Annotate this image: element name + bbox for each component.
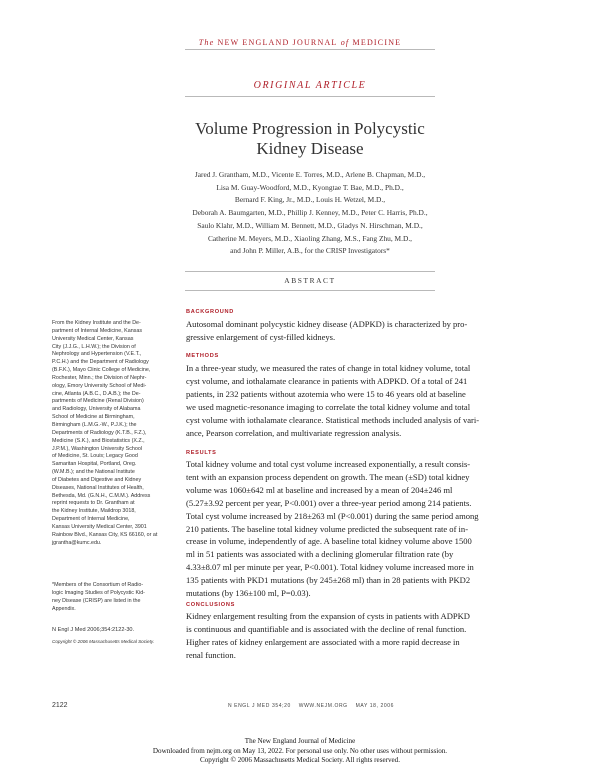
- running-footer: N ENGL J MED 354;20 WWW.NEJM.ORG MAY 18, 2006: [227, 703, 395, 709]
- results-heading: RESULTS: [186, 450, 217, 456]
- section-label: ORIGINAL ARTICLE: [253, 80, 367, 91]
- results-text: Total kidney volume and total cyst volume increased exponentially, a result consis- tent with an expansion process dependent on growth. The mean (±SD) total kidney volume was 1060±642 ml at baseline and increased by a mean of 204±246 ml (5.27±3.92 percent per year, P<0.001) over a three-year period among 214 patients. Total cyst volume increased by 218±263 ml (P<0.001) during the same period among 210 patients. The baseline total kidney volume predicted the subsequent rate of in- crease in volume, independently of age. A baseline total kidney volume above 1500 ml in 51 patients was associated with a declining glomerular filtration rate (by 4.33±8.07 ml per minute per year, P<0.001). Total kidney volume increased more in 135 patients with PKD1 mutations (by 245±268 ml) than in 28 patients with PKD2 mutations (by 136±100 ml, P=0.03).: [186, 459, 479, 599]
- author-line: and John P. Miller, A.B., for the CRISP Investigators*: [230, 246, 390, 256]
- abstract-label: ABSTRACT: [284, 276, 336, 285]
- download-line: Copyright © 2006 Massachusetts Medical Society. All rights reserved.: [200, 756, 400, 765]
- conclusions-text: Kidney enlargement resulting from the expansion of cysts in patients with ADPKD is continuous and quantifiable and is associated with the decline of renal function. Higher rates of kidney enlargement are associated with a more rapid decrease in renal function.: [186, 611, 470, 660]
- journal-name: NEW ENGLAND JOURNAL: [217, 38, 338, 47]
- author-line: Deborah A. Baumgarten, M.D., Phillip J. Kenney, M.D., Peter C. Harris, Ph.D.,: [192, 208, 428, 218]
- abstract-rule-bottom: [185, 290, 435, 291]
- journal-medicine: MEDICINE: [352, 38, 402, 47]
- conclusions-heading: CONCLUSIONS: [186, 602, 236, 608]
- consortium-footnote: *Members of the Consortium of Radio- logic Imaging Studies of Polycystic Kid- ney Disease (CRISP) are listed in the Appendix.: [52, 582, 145, 612]
- journal-prefix: The: [198, 38, 215, 47]
- author-line: Jared J. Grantham, M.D., Vicente E. Torres, M.D., Arlene B. Chapman, M.D.,: [194, 170, 426, 179]
- journal-of: of: [340, 38, 350, 47]
- methods-heading: METHODS: [186, 353, 219, 359]
- page-number: 2122: [52, 702, 68, 709]
- download-notice: [0, 737, 600, 766]
- download-line: The New England Journal of Medicine: [244, 737, 356, 745]
- author-line: Bernard F. King, Jr., M.D., Louis H. Wetzel, M.D.,: [234, 195, 386, 205]
- background-heading: BACKGROUND: [186, 309, 235, 315]
- abstract-rule-top: [185, 271, 435, 272]
- author-list: [170, 169, 450, 258]
- affiliations-note: From the Kidney Institute and the De- partment of Internal Medicine, Kansas University Medical Center, Kansas City (J.J.G., L.H.W.); the Division of Nephrology and Hypertension (V.E.T., P.C.H.) and the Department of Radiology (B.F.K.), Mayo Clinic College of Medicine, Rochester, Minn.; the Division of Nephr- ology, Emory University School of Medi- cine, Atlanta (A.B.C., D.A.B.); the De- partments of Medicine (Renal Division) and Radiology, University of Alabama School of Medicine at Birmingham, Birmingham (L.M.G.-W., P.J.K.); the Departments of Radiology (K.T.B., F.Z.), Medicine (S.K.), and Biostatistics (X.Z., J.P.M.), Washington University School of Medicine, St. Louis; Legacy Good Samaritan Hospital, Portland, Oreg. (W.M.B.); and the National Institute of Diabetes and Digestive and Kidney Diseases, National Institutes of Health, Bethesda, Md. (G.N.H., C.M.M.). Address reprint requests to Dr. Grantham at the Kidney Institute, Maildrop 3018, Department of Internal Medicine, Kansas University Medical Center, 3901 Rainbow Blvd., Kansas City, KS 66160, or at jgrantha@kumc.edu.: [52, 320, 158, 546]
- background-text: Autosomal dominant polycystic kidney disease (ADPKD) is characterized by pro- gressive enlargement of cyst-filled kidneys.: [186, 319, 468, 342]
- header-rule: [185, 49, 435, 50]
- citation: N Engl J Med 2006;354:2122-30.: [52, 627, 135, 633]
- author-line: Catherine M. Meyers, M.D., Xiaoling Zhang, M.S., Fang Zhu, M.D.,: [207, 233, 413, 243]
- download-line: Downloaded from nejm.org on May 13, 2022. For personal use only. No other uses without permission.: [152, 746, 448, 755]
- title-line: Kidney Disease: [256, 139, 364, 158]
- journal-header: [0, 38, 600, 47]
- title-line: Volume Progression in Polycystic: [195, 119, 425, 138]
- copyright-note: Copyright © 2006 Massachusetts Medical Society.: [52, 639, 155, 644]
- methods-text: In a three-year study, we measured the rates of change in total kidney volume, total cyst volume, and iothalamate clearance in patients with ADPKD. Of a total of 241 patients, in 232 patients without azotemia who were 15 to 46 years old at baseline we used magnetic-resonance imaging to correlate the total kidney volume and total cyst volume with iothalamate clearance. Statistical methods included analysis of vari- ance, Pearson correlation, and multivariate regression analysis.: [186, 363, 480, 438]
- section-rule: [185, 96, 435, 97]
- author-line: Saulo Klahr, M.D., William M. Bennett, M.D., Gladys N. Hirschman, M.D.,: [197, 220, 423, 230]
- article-title: [150, 119, 470, 159]
- author-line: Lisa M. Guay-Woodford, M.D., Kyongtae T. Bae, M.D., Ph.D.,: [216, 182, 404, 192]
